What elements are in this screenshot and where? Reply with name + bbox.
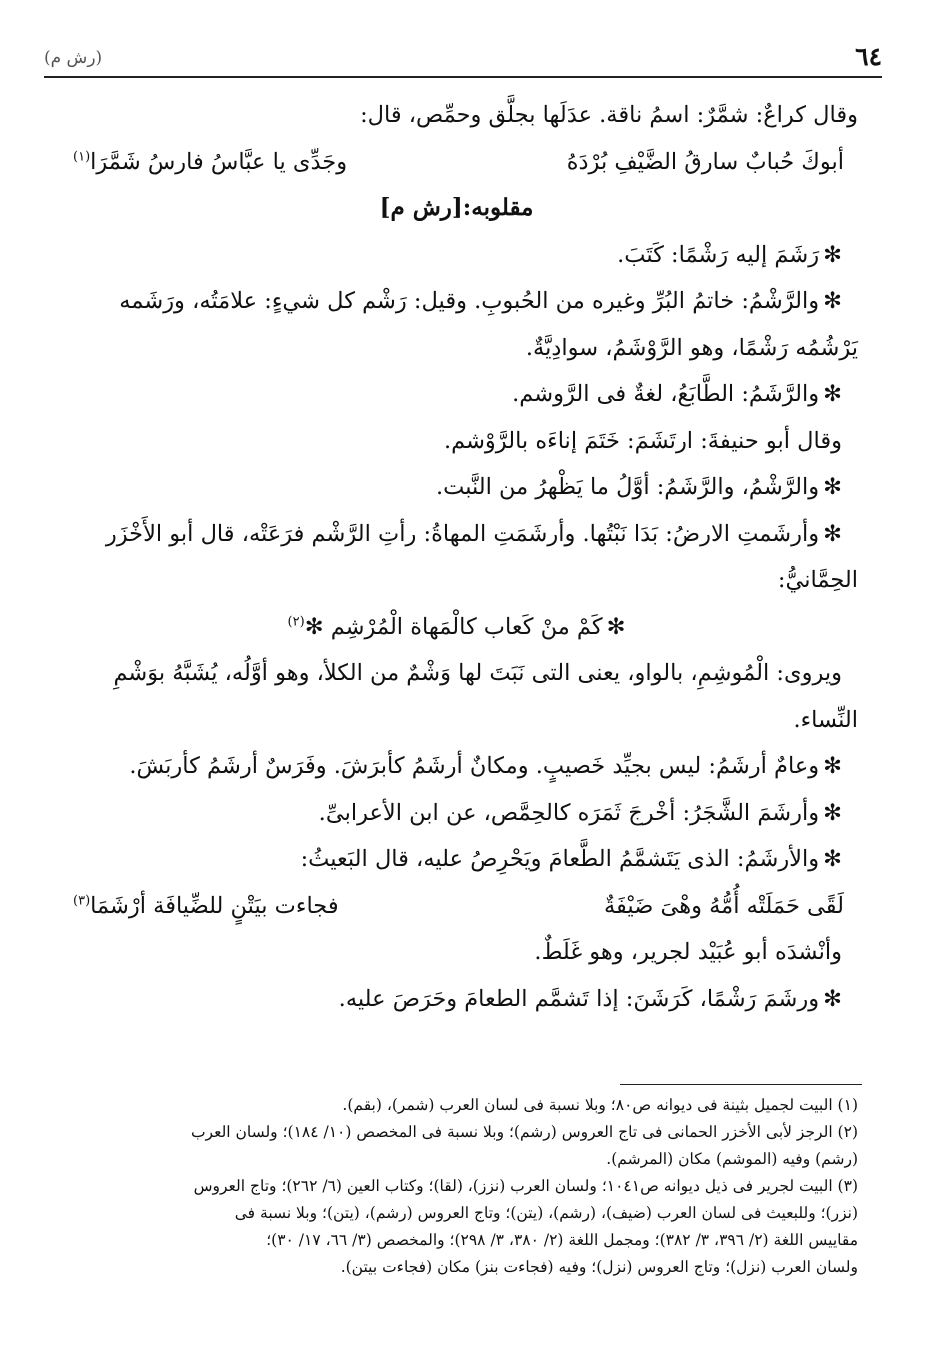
- entry-text: وعامٌ أرشَمُ: ليس بجيِّد خَصيبٍ. ومكانٌ أرشَمُ كأبرَشَ. وفَرَسٌ أرشَمُ كأربَشَ.: [129, 753, 820, 779]
- asterisk-icon: ✻: [823, 846, 842, 872]
- text-line: [55, 418, 858, 465]
- text-line: [55, 92, 858, 139]
- entry: [55, 511, 858, 558]
- entry-text: والرَّشْمُ، والرَّشَمُ: أوَّلُ ما يَظْهرُ من النَّبت.: [435, 474, 820, 500]
- entry-text: والرَّشْمُ: خاتمُ البُرِّ وغيره من الحُبوبِ. وقيل: رَشْم كل شيءٍ: علامَتُه، ورَشَمه: [119, 288, 820, 314]
- asterisk-icon: ✻: [823, 520, 842, 547]
- asterisk-icon: ✻: [823, 381, 842, 407]
- entry-text: والرَّشَمُ: الطَّابَعُ، لغةٌ فى الرَّوشم.: [512, 381, 820, 407]
- line-text: ويروى: الْمُوشِمِ، بالواو، يعنى التى نَبَتَ لها وَشْمٌ من الكلأ، وهو أوَّلُه، يُشَبَّهُ بوَشْمِ: [113, 660, 842, 686]
- footnote-1: (١) البيت لجميل بثينة فى ديوانه ص٨٠؛ وبلا نسبة فى لسان العرب (شمر)، (بقم).: [342, 1096, 858, 1114]
- main-text: [55, 92, 858, 1022]
- verse-second-hemistich: [73, 883, 339, 930]
- asterisk-icon: ✻: [823, 288, 842, 314]
- footnote-3-cont: مقاييس اللغة (٢/ ٣٩٦، ٣/ ٣٨٢)؛ ومجمل اللغة (٢/ ٣٨٠، ٣/ ٢٩٨)؛ والمخصص (٣/ ٦٦، ١٧/ ٣٠)؛: [266, 1231, 858, 1249]
- text-line: [55, 557, 858, 604]
- page-header: [44, 42, 882, 72]
- asterisk-icon: ✻: [823, 799, 842, 826]
- verse-first-hemistich: أبوكَ حُبابٌ سارقُ الضَّيْفِ بُرْدَهُ: [566, 148, 844, 175]
- footnote-ref[interactable]: (٢): [287, 614, 305, 629]
- section-heading: مقلوبه:[رش م]: [379, 194, 534, 221]
- text-line: [55, 697, 858, 744]
- verse-text: كَمْ منْ كَعاب كالْمَهاة الْمُرْشِم: [330, 613, 603, 640]
- line-text: النِّساء.: [793, 706, 858, 733]
- asterisk-icon: ✻: [304, 613, 324, 640]
- asterisk-icon: ✻: [823, 241, 842, 268]
- footnote-3-cont: ولسان العرب (نزل)؛ وتاج العروس (نزل)؛ وفيه (فجاءت بنز) مكان (فجاءت بيتن).: [340, 1258, 858, 1276]
- footnote-3: (٣) البيت لجرير فى ذيل ديوانه ص١٠٤١؛ ولسان العرب (نزز)، (لقا)؛ وكتاب العين (٦/ ٢٦٢)؛ وتاج العروس: [193, 1177, 858, 1195]
- page-number: ٦٤: [855, 42, 882, 71]
- footnote-3-cont: (نزر)؛ وللبعيث فى لسان العرب (ضيف)، (رشم)، (يتن)؛ وتاج العروس (رشم)، (يتن)؛ وبلا نسبة فى: [234, 1204, 858, 1222]
- entry: [55, 790, 858, 837]
- running-title: (رش م): [44, 48, 103, 68]
- footnote-ref[interactable]: (٣): [73, 893, 91, 908]
- line-text: وقال كراعٌ: شمَّرٌ: اسمُ ناقة. عدَلَها بجلَّق وحمِّص، قال:: [360, 102, 858, 128]
- line-text: وأنْشدَه أبو عُبَيْد لجرير، وهو غَلَطٌ.: [534, 939, 842, 965]
- text-line: [55, 325, 858, 372]
- asterisk-icon: ✻: [823, 753, 842, 779]
- line-text: وقال أبو حنيفةَ: ارتَشَمَ: خَتَمَ إناءَه بالرَّوْشم.: [443, 427, 842, 454]
- text-line: [55, 650, 858, 697]
- entry-text: والأرشَمُ: الذى يَتَشمَّمُ الطَّعامَ ويَحْرِصُ عليه، قال البَعيثُ:: [300, 846, 820, 872]
- entry: [55, 278, 858, 325]
- verse-second-hemistich: [73, 139, 347, 186]
- entry: [55, 743, 858, 790]
- asterisk-icon: ✻: [823, 474, 842, 500]
- hemistich-text: فجاءت بيَتْنٍ للضِّيافَة أرْشَمَا: [90, 892, 339, 919]
- entry-text: وأرشَمَ الشَّجَرُ: أخْرجَ ثَمَرَه كالحِمَّص، عن ابن الأعرابىِّ.: [318, 799, 820, 826]
- entry: [55, 371, 858, 418]
- entry: [55, 232, 858, 279]
- asterisk-icon: ✻: [823, 985, 842, 1012]
- verse-line: [55, 883, 858, 930]
- entry: [55, 836, 858, 883]
- footnote-rule: [620, 1084, 862, 1085]
- entry-text: وأرشَمتِ الارضُ: بَدَا نَبْتُها. وأرشَمَتِ المهاةُ: رأتِ الرَّشْم فرَعَتْه، قال أبو الأَخْزَر: [105, 520, 820, 547]
- verse-line: [55, 139, 858, 186]
- line-text: الحِمَّانيُّ:: [777, 567, 858, 593]
- line-text: يَرْشُمُه رَشْمًا، وهو الرَّوْشَمُ، سوادِيَّةٌ.: [525, 334, 858, 361]
- entry: [55, 464, 858, 511]
- footnote-2-cont: (رشم) وفيه (الموشم) مكان (المرشم).: [606, 1150, 858, 1168]
- rajaz-verse: [55, 604, 858, 651]
- footnote-ref[interactable]: (١): [73, 149, 91, 164]
- hemistich-text: وجَدِّى يا عبَّاسُ فارسُ شَمَّرَا: [90, 148, 348, 175]
- entry-text: ورشَمَ رَشْمًا، كَرَشَنَ: إذا تَشمَّم الطعامَ وحَرَصَ عليه.: [338, 985, 820, 1012]
- footnote-2: (٢) الرجز لأبى الأخزر الحمانى فى تاج العروس (رشم)؛ وبلا نسبة فى المخصص (١٠/ ١٨٤)؛ ولسان العرب: [190, 1123, 858, 1141]
- footnotes: [82, 1092, 858, 1281]
- entry: [55, 976, 858, 1023]
- header-rule: [44, 76, 882, 78]
- verse-first-hemistich: لَقًى حَمَلَتْه أُمُّهُ وهْىَ ضَيْفَةٌ: [603, 892, 844, 919]
- text-line: [55, 929, 858, 976]
- entry-text: رَشَمَ إليه رَشْمًا: كَتَبَ.: [617, 241, 820, 268]
- asterisk-icon: ✻: [606, 613, 626, 640]
